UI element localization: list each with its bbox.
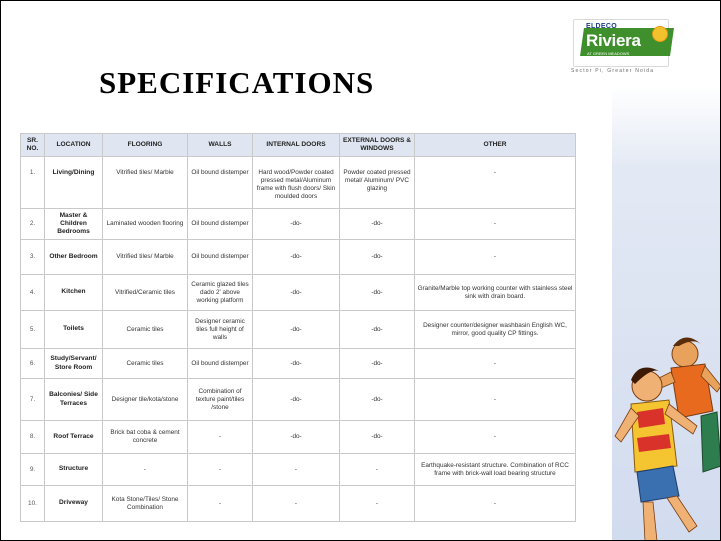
cell-location: Living/Dining [45, 157, 103, 209]
table-row [21, 209, 576, 240]
cell-flooring: Kota Stone/Tiles/ Stone Combination [103, 486, 188, 522]
cell-location: Driveway [45, 486, 103, 522]
cell-walls: - [188, 454, 253, 486]
cell-sr: 7. [21, 379, 45, 421]
cell-internal-doors: -do- [253, 421, 340, 454]
cell-location: Other Bedroom [45, 240, 103, 275]
cell-walls: Oil bound distemper [188, 240, 253, 275]
cell-other: - [415, 379, 576, 421]
cell-sr: 9. [21, 454, 45, 486]
table-header-row [21, 134, 576, 157]
page-title: SPECIFICATIONS [99, 65, 375, 100]
cell-walls: - [188, 421, 253, 454]
cell-sr: 10. [21, 486, 45, 522]
cell-internal-doors: -do- [253, 379, 340, 421]
cell-flooring: Vitrified/Ceramic tiles [103, 275, 188, 311]
cell-other: - [415, 240, 576, 275]
header-other: OTHER [415, 134, 576, 157]
cell-flooring: Ceramic tiles [103, 311, 188, 349]
eldeco-riviera-logo [567, 19, 679, 77]
cell-external: -do- [340, 311, 415, 349]
cell-walls: Combination of texture paint/tiles /stone [188, 379, 253, 421]
cell-flooring: Vitrified tiles/ Marble [103, 240, 188, 275]
cell-internal-doors: -do- [253, 311, 340, 349]
cell-external: -do- [340, 209, 415, 240]
header-flooring: FLOORING [103, 134, 188, 157]
cell-other: Designer counter/designer washbasin English WC, mirror, good quality CP fittings. [415, 311, 576, 349]
table-row [21, 157, 576, 209]
cell-sr: 3. [21, 240, 45, 275]
table-row [21, 275, 576, 311]
cell-walls: Oil bound distemper [188, 157, 253, 209]
cell-internal-doors: - [253, 486, 340, 522]
cell-external: -do- [340, 275, 415, 311]
logo-brand-top: ELDECO [586, 23, 617, 30]
cell-external: - [340, 454, 415, 486]
cell-location: Roof Terrace [45, 421, 103, 454]
cell-walls: Oil bound distemper [188, 349, 253, 379]
cell-walls: Ceramic glazed tiles dado 2' above working platform [188, 275, 253, 311]
runner-back-shorts [701, 412, 721, 472]
cell-sr: 4. [21, 275, 45, 311]
logo-brand-sub: AT GREEN MEADOWS [587, 51, 630, 56]
cell-internal-doors: -do- [253, 275, 340, 311]
header-internal-doors: INTERNAL DOORS [253, 134, 340, 157]
cell-flooring: Laminated wooden flooring [103, 209, 188, 240]
table-row [21, 454, 576, 486]
cell-internal-doors: - [253, 454, 340, 486]
cell-other: Granite/Marble top working counter with stainless steel sink with drain board. [415, 275, 576, 311]
cell-external: -do- [340, 349, 415, 379]
logo-tagline: Sector Pi, Greater Noida [571, 68, 655, 74]
runners-illustration [613, 316, 721, 541]
cell-internal-doors: Hard wood/Powder coated pressed metal/Aluminum frame with flush doors/ Skin moulded doors [253, 157, 340, 209]
cell-sr: 5. [21, 311, 45, 349]
logo-brand-name: Riviera [586, 31, 641, 50]
cell-flooring: Designer tile/kota/stone [103, 379, 188, 421]
cell-location: Study/Servant/ Store Room [45, 349, 103, 379]
cell-walls: - [188, 486, 253, 522]
cell-flooring: - [103, 454, 188, 486]
cell-internal-doors: -do- [253, 240, 340, 275]
cell-location: Balconies/ Side Terraces [45, 379, 103, 421]
table-row [21, 379, 576, 421]
cell-external: -do- [340, 421, 415, 454]
logo-flag [573, 19, 669, 67]
header-walls: WALLS [188, 134, 253, 157]
cell-flooring: Vitrified tiles/ Marble [103, 157, 188, 209]
cell-walls: Oil bound distemper [188, 209, 253, 240]
header-sr: SR. NO. [21, 134, 45, 157]
sun-icon [652, 26, 668, 42]
cell-flooring: Brick bat coba & cement concrete [103, 421, 188, 454]
cell-location: Kitchen [45, 275, 103, 311]
cell-sr: 2. [21, 209, 45, 240]
cell-external: Powder coated pressed metal/ Aluminum/ PVC glazing [340, 157, 415, 209]
table-row [21, 311, 576, 349]
header-location: LOCATION [45, 134, 103, 157]
cell-other: Earthquake-resistant structure. Combination of RCC frame with brick-wall load bearing structure [415, 454, 576, 486]
cell-external: -do- [340, 240, 415, 275]
cell-sr: 6. [21, 349, 45, 379]
cell-other: - [415, 349, 576, 379]
table-row [21, 486, 576, 522]
table-row [21, 240, 576, 275]
cell-location: Structure [45, 454, 103, 486]
cell-location: Master & Children Bedrooms [45, 209, 103, 240]
header-external-doors-windows: EXTERNAL DOORS & WINDOWS [340, 134, 415, 157]
table-row [21, 349, 576, 379]
cell-walls: Designer ceramic tiles full height of walls [188, 311, 253, 349]
cell-other: - [415, 209, 576, 240]
specifications-table [20, 133, 576, 522]
cell-sr: 1. [21, 157, 45, 209]
cell-flooring: Ceramic tiles [103, 349, 188, 379]
cell-external: -do- [340, 379, 415, 421]
table-row [21, 421, 576, 454]
cell-internal-doors: -do- [253, 349, 340, 379]
cell-other: - [415, 486, 576, 522]
cell-other: - [415, 421, 576, 454]
cell-internal-doors: -do- [253, 209, 340, 240]
cell-external: - [340, 486, 415, 522]
cell-location: Toilets [45, 311, 103, 349]
cell-other: - [415, 157, 576, 209]
cell-sr: 8. [21, 421, 45, 454]
